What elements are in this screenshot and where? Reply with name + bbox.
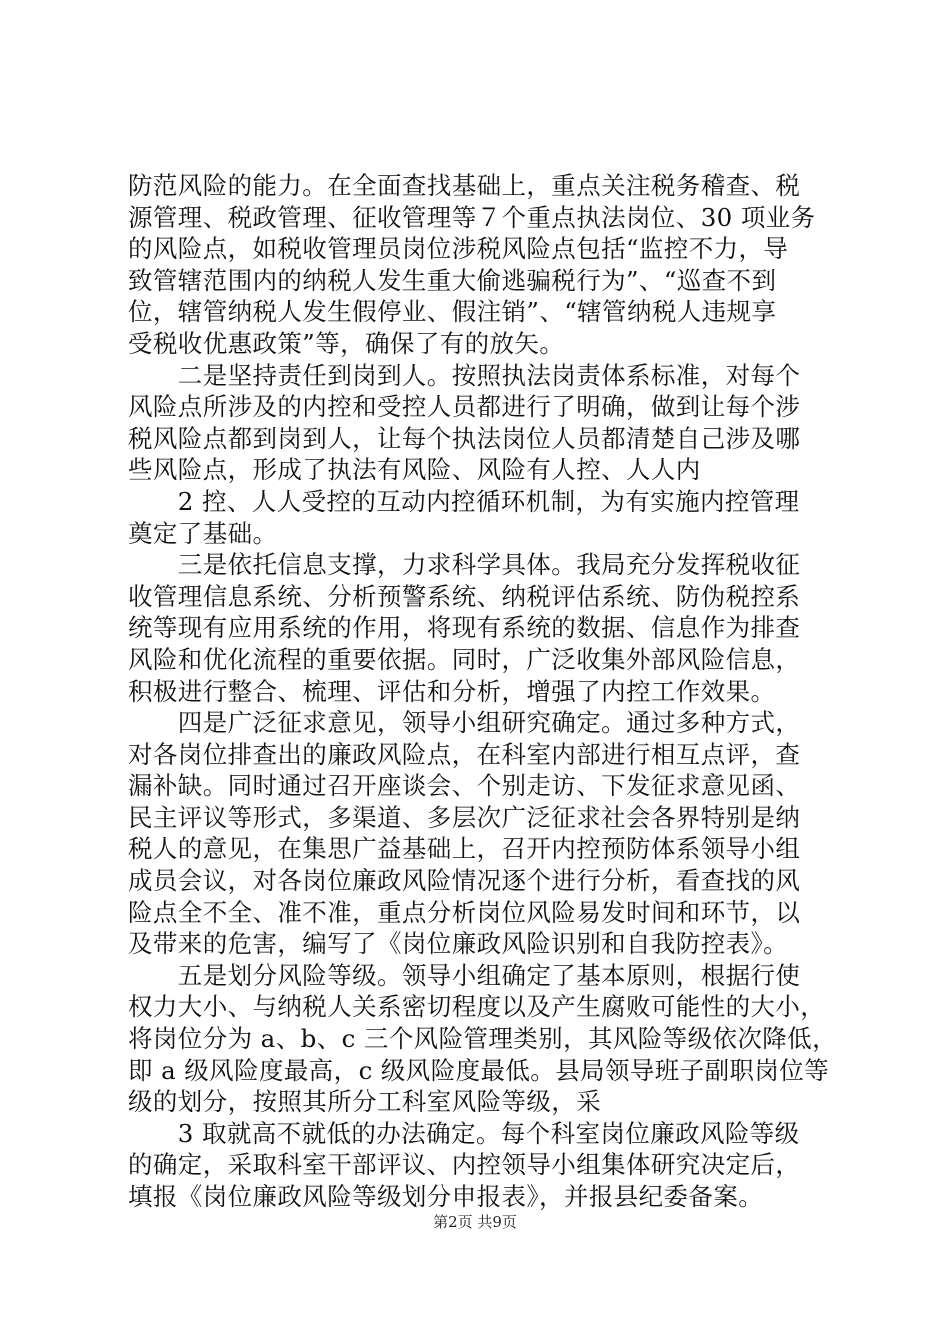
text-line: 成员会议，对各岗位廉政风险情况逐个进行分析，看查找的风 (128, 866, 801, 896)
text-line: 的风险点，如税收管理员岗位涉税风险点包括“监控不力，导 (128, 234, 789, 264)
text-line: 致管辖范围内的纳税人发生重大偷逃骗税行为”、“巡查不到 (128, 265, 777, 295)
text-line: 受税收优惠政策”等，确保了有的放矢。 (128, 328, 565, 358)
text-line: 将岗位分为 a、b、c 三个风险管理类别，其风险等级依次降低， (128, 1024, 837, 1054)
text-line: 权力大小、与纳税人关系密切程度以及产生腐败可能性的大小， (128, 992, 826, 1022)
text-line: 三是依托信息支撑，力求科学具体。我局充分发挥税收征 (128, 550, 801, 580)
text-line: 险点全不全、准不准，重点分析岗位风险易发时间和环节，以 (128, 897, 801, 927)
text-line: 2 控、人人受控的互动内控循环机制，为有实施内控管理 (128, 486, 800, 516)
text-line: 的确定，采取科室干部评议、内控领导小组集体研究决定后， (128, 1150, 801, 1180)
text-line: 源管理、税政管理、征收管理等７个重点执法岗位、30 项业务 (128, 202, 816, 232)
page-footer (0, 1212, 950, 1232)
text-line: 级的划分，按照其所分工科室风险等级，采 (128, 1087, 602, 1117)
text-line: 些风险点，形成了执法有风险、风险有人控、人人内 (128, 455, 701, 485)
page-number-label: 第2页 共9页 (433, 1213, 517, 1231)
text-line: 防范风险的能力。在全面查找基础上，重点关注税务稽查、税 (128, 171, 801, 200)
document-body (128, 170, 837, 1213)
text-line: 税风险点都到岗到人，让每个执法岗位人员都清楚自己涉及哪 (128, 423, 801, 453)
text-line: 民主评议等形式，多渠道、多层次广泛征求社会各界特别是纳 (128, 802, 801, 832)
text-line: 统等现有应用系统的作用，将现有系统的数据、信息作为排查 (128, 613, 801, 643)
text-line: 二是坚持责任到岗到人。按照执法岗责体系标准，对每个 (128, 360, 801, 390)
text-line: 3 取就高不就低的办法确定。每个科室岗位廉政风险等级 (128, 1118, 800, 1148)
text-line: 漏补缺。同时通过召开座谈会、个别走访、下发征求意见函、 (128, 771, 801, 801)
text-line: 填报《岗位廉政风险等级划分申报表》，并报县纪委备案。 (128, 1182, 764, 1211)
text-line: 收管理信息系统、分析预警系统、纳税评估系统、防伪税控系 (128, 581, 801, 611)
text-line: 税人的意见，在集思广益基础上，召开内控预防体系领导小组 (128, 834, 801, 864)
text-line: 即 a 级风险度最高，c 级风险度最低。县局领导班子副职岗位等 (128, 1055, 830, 1085)
text-line: 五是划分风险等级。领导小组确定了基本原则，根据行使 (128, 960, 801, 990)
text-line: 位，辖管纳税人发生假停业、假注销”、“辖管纳税人违规享 (128, 297, 777, 327)
text-line: 及带来的危害，编写了《岗位廉政风险识别和自我防控表》。 (128, 929, 789, 959)
text-line: 积极进行整合、梳理、评估和分析，增强了内控工作效果。 (128, 676, 776, 706)
text-line: 奠定了基础。 (128, 518, 278, 548)
text-line: 风险和优化流程的重要依据。同时，广泛收集外部风险信息， (128, 644, 801, 674)
text-line: 风险点所涉及的内控和受控人员都进行了明确，做到让每个涉 (128, 392, 801, 422)
text-line: 对各岗位排查出的廉政风险点，在科室内部进行相互点评，查 (128, 739, 801, 769)
text-line: 四是广泛征求意见，领导小组研究确定。通过多种方式， (128, 708, 801, 738)
